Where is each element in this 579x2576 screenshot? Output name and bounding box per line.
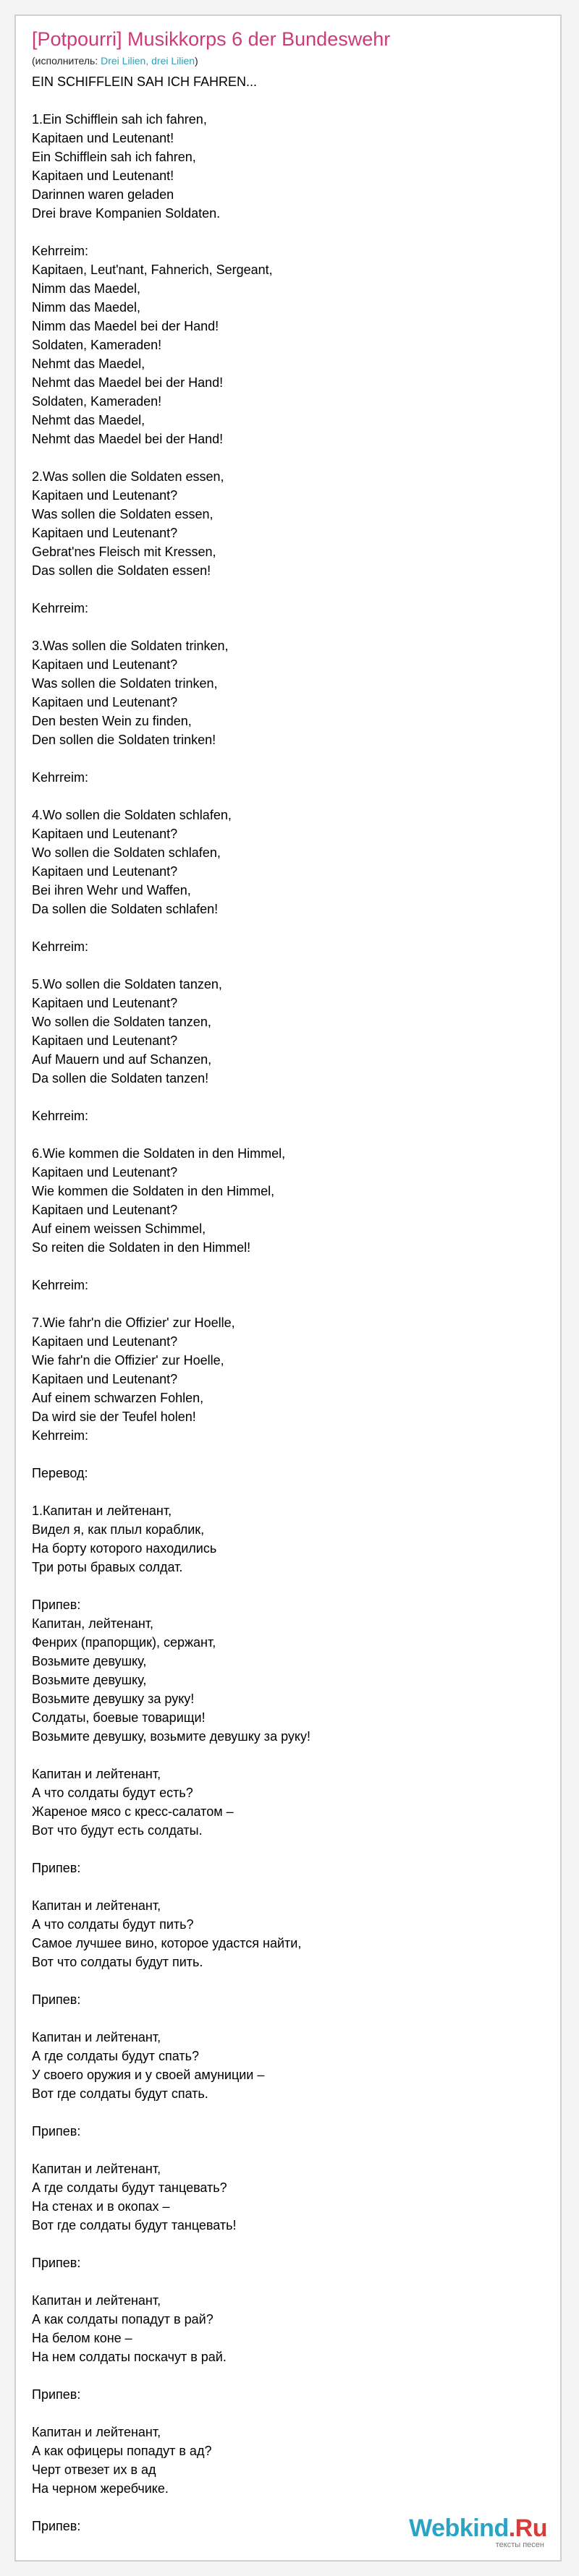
- lyrics-line: Возьмите девушку, возьмите девушку за руку!: [32, 1729, 310, 1744]
- lyrics-line: У своего оружия и у своей амуниции –: [32, 2068, 265, 2082]
- lyrics-text: [32, 72, 560, 2536]
- lyrics-line: Auf einem schwarzen Fohlen,: [32, 1391, 204, 1405]
- lyrics-line: Da wird sie der Teufel holen!: [32, 1409, 196, 1424]
- lyrics-line: На нем солдаты поскачут в рай.: [32, 2350, 227, 2364]
- lyrics-line: Auf einem weissen Schimmel,: [32, 1221, 206, 1236]
- lyrics-line: Nehmt das Maedel,: [32, 413, 145, 427]
- lyrics-blank-line: [32, 580, 560, 599]
- lyrics-line: Nehmt das Maedel bei der Hand!: [32, 375, 224, 390]
- lyrics-line: Припев:: [32, 2124, 81, 2138]
- lyrics-line: Kapitaen und Leutenant?: [32, 1165, 178, 1180]
- lyrics-line: Kapitaen und Leutenant?: [32, 1203, 178, 1217]
- lyrics-blank-line: [32, 1577, 560, 1595]
- lyrics-blank-line: [32, 223, 560, 242]
- lyrics-line: Kapitaen und Leutenant?: [32, 1033, 178, 1048]
- lyrics-line: На борту которого находились: [32, 1541, 217, 1556]
- lyrics-line: Gebrat'nes Fleisch mit Kressen,: [32, 545, 216, 559]
- lyrics-line: Kapitaen und Leutenant?: [32, 996, 178, 1010]
- artist-suffix: ): [195, 55, 198, 67]
- lyrics-blank-line: [32, 2009, 560, 2028]
- lyrics-line: Kehrreim:: [32, 601, 89, 615]
- lyrics-line: Kapitaen und Leutenant?: [32, 1372, 178, 1386]
- lyrics-line: 1.Капитан и лейтенант,: [32, 1504, 172, 1518]
- lyrics-line: Жареное мясо с кресс-салатом –: [32, 1804, 234, 1819]
- lyrics-line: Darinnen waren geladen: [32, 187, 174, 202]
- lyrics-line: Видел я, как плыл кораблик,: [32, 1522, 205, 1537]
- lyrics-line: 2.Was sollen die Soldaten essen,: [32, 469, 224, 484]
- lyrics-line: А что солдаты будут пить?: [32, 1917, 194, 1932]
- page-title: [Potpourri] Musikkorps 6 der Bundeswehr: [32, 28, 391, 50]
- lyrics-blank-line: [32, 1840, 560, 1859]
- lyrics-line: Капитан и лейтенант,: [32, 2425, 161, 2439]
- lyrics-line: So reiten die Soldaten in den Himmel!: [32, 1240, 251, 1255]
- lyrics-blank-line: [32, 91, 560, 110]
- lyrics-line: Вот где солдаты будут спать.: [32, 2086, 208, 2101]
- lyrics-line: Soldaten, Kameraden!: [32, 394, 162, 409]
- lyrics-line: Kehrreim:: [32, 1278, 89, 1292]
- lyrics-line: А как солдаты попадут в рай?: [32, 2312, 214, 2326]
- lyrics-line: Капитан и лейтенант,: [32, 2030, 161, 2044]
- lyrics-line: Was sollen die Soldaten trinken,: [32, 676, 218, 691]
- lyrics-line: Припев:: [32, 1861, 81, 1875]
- lyrics-line: Da sollen die Soldaten schlafen!: [32, 902, 219, 916]
- lyrics-line: Возьмите девушку,: [32, 1673, 147, 1687]
- lyrics-blank-line: [32, 1257, 560, 1276]
- lyrics-line: А что солдаты будут есть?: [32, 1786, 193, 1800]
- lyrics-line: Kehrreim:: [32, 939, 89, 954]
- lyrics-line: Kapitaen und Leutenant?: [32, 695, 178, 709]
- lyrics-line: Den sollen die Soldaten trinken!: [32, 733, 216, 747]
- lyrics-line: Солдаты, боевые товарищи!: [32, 1710, 206, 1725]
- lyrics-blank-line: [32, 749, 560, 768]
- lyrics-line: Was sollen die Soldaten essen,: [32, 507, 214, 521]
- lyrics-blank-line: [32, 1746, 560, 1765]
- lyrics-blank-line: [32, 2404, 560, 2423]
- lyrics-line: Kapitaen und Leutenant?: [32, 1334, 178, 1349]
- lyrics-blank-line: [32, 1971, 560, 1990]
- lyrics-line: Kapitaen und Leutenant?: [32, 488, 178, 503]
- lyrics-line: Фенрих (прапорщик), сержант,: [32, 1635, 216, 1650]
- lyrics-line: Da sollen die Soldaten tanzen!: [32, 1071, 209, 1086]
- lyrics-blank-line: [32, 618, 560, 636]
- artist-line: [32, 54, 560, 68]
- lyrics-card: [14, 14, 562, 2562]
- lyrics-line: Drei brave Kompanien Soldaten.: [32, 206, 221, 221]
- lyrics-blank-line: [32, 448, 560, 467]
- lyrics-line: Капитан и лейтенант,: [32, 1898, 161, 1913]
- lyrics-blank-line: [32, 1125, 560, 1144]
- artist-links[interactable]: Drei Lilien, drei Lilien: [101, 55, 195, 67]
- lyrics-line: Kapitaen und Leutenant?: [32, 657, 178, 672]
- lyrics-line: 6.Wie kommen die Soldaten in den Himmel,: [32, 1146, 286, 1161]
- lyrics-line: Bei ihren Wehr und Waffen,: [32, 883, 191, 897]
- artist-prefix: (исполнитель:: [32, 55, 101, 67]
- lyrics-line: Припев:: [32, 1992, 81, 2007]
- lyrics-line: Капитан, лейтенант,: [32, 1616, 154, 1631]
- lyrics-line: 5.Wo sollen die Soldaten tanzen,: [32, 977, 222, 991]
- lyrics-line: Припев:: [32, 2387, 81, 2402]
- lyrics-line: 3.Was sollen die Soldaten trinken,: [32, 639, 229, 653]
- brand-tagline: тексты песен: [495, 2541, 544, 2549]
- lyrics-line: 7.Wie fahr'n die Offizier' zur Hoelle,: [32, 1315, 235, 1330]
- lyrics-line: Припев:: [32, 2256, 81, 2270]
- lyrics-blank-line: [32, 787, 560, 806]
- lyrics-line: На стенах и в окопах –: [32, 2199, 170, 2214]
- lyrics-line: Перевод:: [32, 1466, 88, 1480]
- lyrics-line: 1.Ein Schifflein sah ich fahren,: [32, 112, 207, 127]
- lyrics-line: Wie kommen die Soldaten in den Himmel,: [32, 1184, 275, 1198]
- lyrics-line: Auf Mauern und auf Schanzen,: [32, 1052, 212, 1067]
- lyrics-line: Вот что будут есть солдаты.: [32, 1823, 203, 1838]
- lyrics-line: Nimm das Maedel,: [32, 300, 141, 315]
- lyrics-line: Kapitaen und Leutenant!: [32, 169, 174, 183]
- lyrics-line: Wo sollen die Soldaten schlafen,: [32, 845, 221, 860]
- lyrics-blank-line: [32, 1877, 560, 1896]
- lyrics-line: Kapitaen und Leutenant?: [32, 526, 178, 540]
- lyrics-line: Капитан и лейтенант,: [32, 1767, 161, 1781]
- lyrics-line: Wie fahr'n die Offizier' zur Hoelle,: [32, 1353, 224, 1368]
- lyrics-blank-line: [32, 1295, 560, 1313]
- lyrics-line: Nehmt das Maedel bei der Hand!: [32, 432, 224, 446]
- lyrics-line: Soldaten, Kameraden!: [32, 338, 162, 352]
- lyrics-blank-line: [32, 2141, 560, 2159]
- lyrics-line: Возьмите девушку,: [32, 1654, 147, 1668]
- lyrics-blank-line: [32, 956, 560, 975]
- lyrics-blank-line: [32, 1445, 560, 1464]
- lyrics-line: Вот где солдаты будут танцевать!: [32, 2218, 237, 2232]
- lyrics-line: Den besten Wein zu finden,: [32, 714, 192, 728]
- lyrics-line: На черном жеребчике.: [32, 2481, 169, 2496]
- lyrics-blank-line: [32, 918, 560, 937]
- lyrics-line: Припев:: [32, 1598, 81, 1612]
- lyrics-line: Kehrreim:: [32, 1428, 89, 1443]
- lyrics-line: Kehrreim:: [32, 770, 89, 785]
- lyrics-line: Припев:: [32, 2519, 81, 2533]
- brand-name: Webkind: [409, 2515, 509, 2542]
- lyrics-line: А где солдаты будут спать?: [32, 2049, 199, 2063]
- brand-tld: .Ru: [508, 2515, 547, 2542]
- lyrics-line: Das sollen die Soldaten essen!: [32, 563, 211, 578]
- lyrics-line: Kapitaen und Leutenant!: [32, 131, 174, 145]
- lyrics-line: Капитан и лейтенант,: [32, 2162, 161, 2176]
- lyrics-line: Вот что солдаты будут пить.: [32, 1955, 203, 1969]
- lyrics-line: Nimm das Maedel,: [32, 281, 141, 296]
- lyrics-line: Kapitaen, Leut'nant, Fahnerich, Sergeant,: [32, 263, 273, 277]
- lyrics-line: Три роты бравых солдат.: [32, 1560, 183, 1574]
- lyrics-line: Nimm das Maedel bei der Hand!: [32, 319, 219, 333]
- lyrics-line: Nehmt das Maedel,: [32, 357, 145, 371]
- lyrics-line: Ein Schifflein sah ich fahren,: [32, 150, 196, 164]
- lyrics-line: Kapitaen und Leutenant?: [32, 827, 178, 841]
- lyrics-blank-line: [32, 2103, 560, 2122]
- lyrics-blank-line: [32, 1483, 560, 1501]
- lyrics-line: Kehrreim:: [32, 244, 89, 258]
- lyrics-line: А как офицеры попадут в ад?: [32, 2444, 212, 2458]
- lyrics-blank-line: [32, 2366, 560, 2385]
- brand-logo[interactable]: [409, 2515, 547, 2550]
- lyrics-blank-line: [32, 2235, 560, 2253]
- lyrics-line: EIN SCHIFFLEIN SAH ICH FAHREN...: [32, 74, 258, 89]
- lyrics-line: Самое лучшее вино, которое удастся найти,: [32, 1936, 302, 1950]
- lyrics-line: Kehrreim:: [32, 1109, 89, 1123]
- lyrics-line: 4.Wo sollen die Soldaten schlafen,: [32, 808, 232, 822]
- lyrics-line: На белом коне –: [32, 2331, 132, 2345]
- lyrics-line: Капитан и лейтенант,: [32, 2293, 161, 2308]
- lyrics-line: Wo sollen die Soldaten tanzen,: [32, 1015, 211, 1029]
- lyrics-blank-line: [32, 1088, 560, 1106]
- lyrics-blank-line: [32, 2272, 560, 2291]
- lyrics-line: Kapitaen und Leutenant?: [32, 864, 178, 879]
- lyrics-line: Возьмите девушку за руку!: [32, 1692, 195, 1706]
- lyrics-line: А где солдаты будут танцевать?: [32, 2180, 227, 2195]
- lyrics-line: Черт отвезет их в ад: [32, 2462, 156, 2477]
